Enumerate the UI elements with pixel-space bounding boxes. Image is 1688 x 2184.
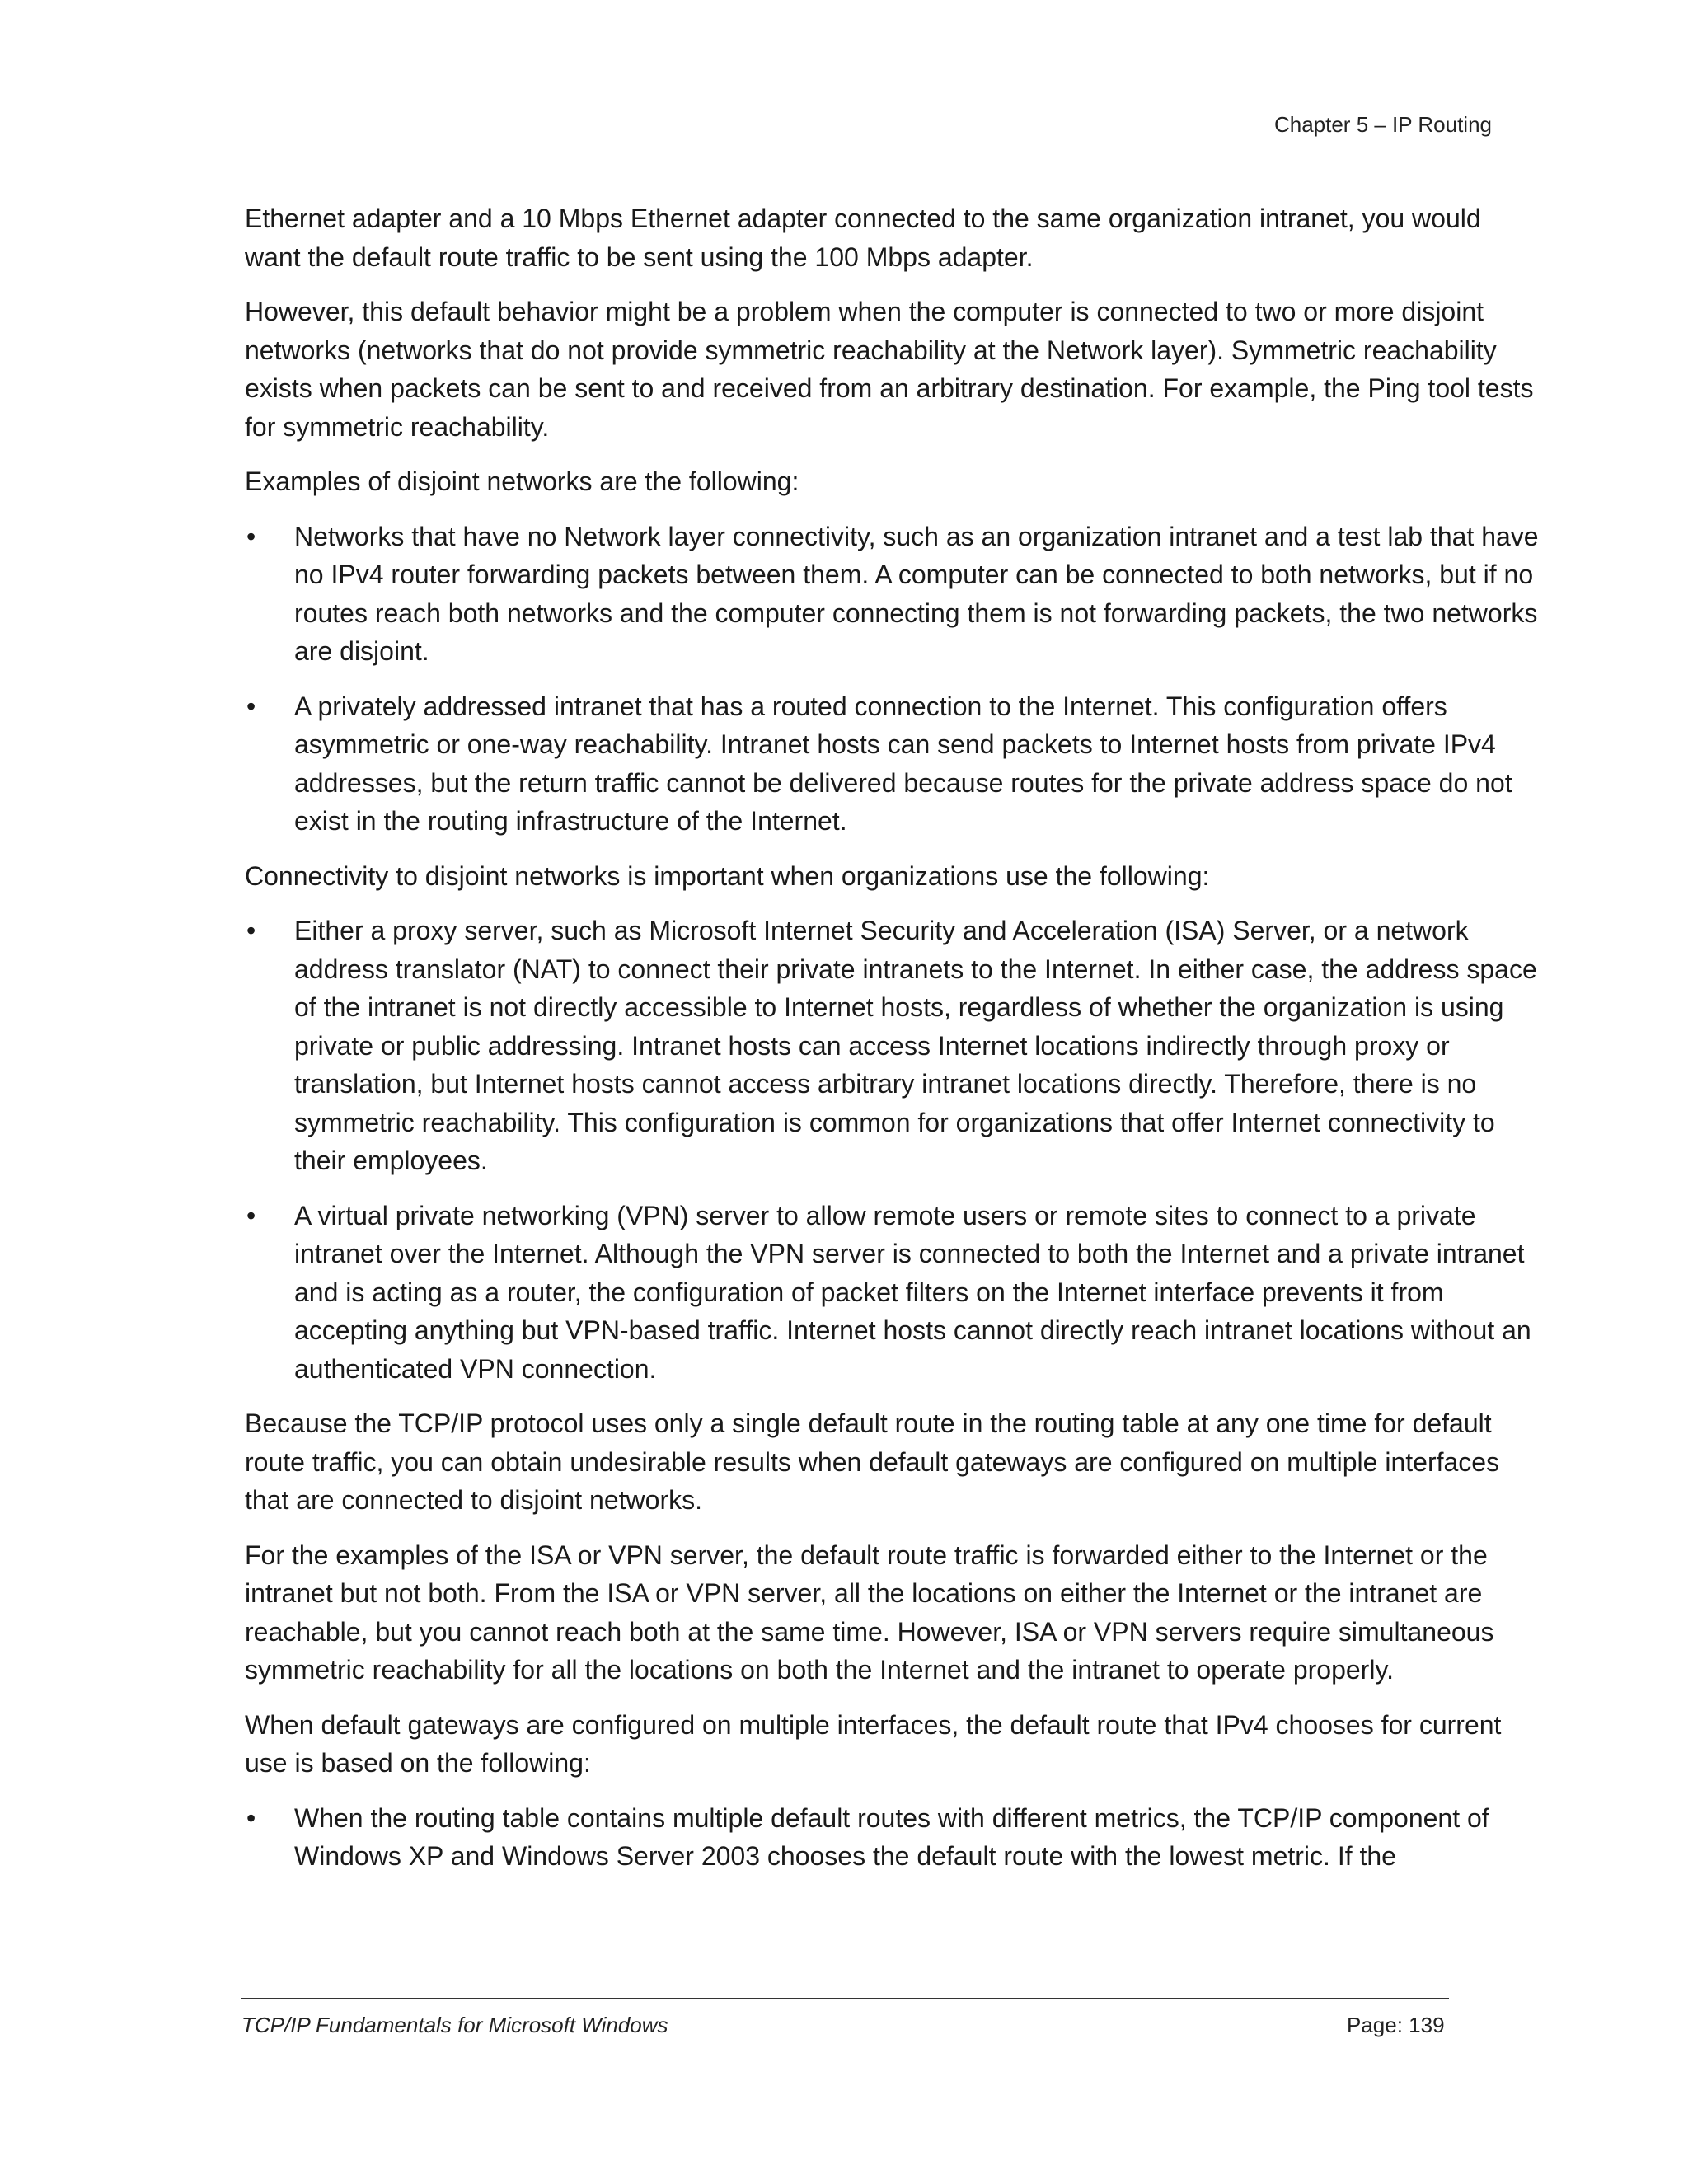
list-item <box>245 1197 1539 1389</box>
bullet-icon: • <box>246 1802 256 1833</box>
paragraph: Ethernet adapter and a 10 Mbps Ethernet adapter connected to the same organization intranet, you would want the default route traffic to be sent using the 100 Mbps adapter. <box>245 204 1481 272</box>
list-item-text: Networks that have no Network layer connectivity, such as an organization intranet and a test lab that have no IPv4 router forwarding packets between them. A computer can be connected to both networks, but if no routes reach both networks and the computer connecting them is not forwarding packets, the two networks are disjoint. <box>294 521 1539 666</box>
list-item <box>245 518 1539 671</box>
list-item-text: A virtual private networking (VPN) server to allow remote users or remote sites to connect to a private intranet over the Internet. Although the VPN server is connected to both the Internet and a private intranet and is acting as a router, the configuration of packet filters on the Internet interface prevents it from accepting anything but VPN-based traffic. Internet hosts cannot directly reach intranet locations without an authenticated VPN connection. <box>294 1200 1531 1384</box>
bullet-icon: • <box>246 916 256 945</box>
page-body <box>245 199 1539 1892</box>
footer-page-number: Page: 139 <box>1347 2013 1445 2037</box>
list-item <box>245 912 1539 1180</box>
bullet-list-default-route-choice <box>245 1799 1539 1876</box>
footer-book-title: TCP/IP Fundamentals for Microsoft Windows <box>241 2013 668 2037</box>
list-item <box>245 687 1539 841</box>
bullet-icon: • <box>246 691 256 721</box>
list-item-text: A privately addressed intranet that has a routed connection to the Internet. This configuration offers asymmetric or one-way reachability. Intranet hosts can send packets to Internet hosts from private IPv4 addresses, but the return traffic cannot be delivered because routes for the private address space do not exist in the routing infrastructure of the Internet. <box>294 691 1512 836</box>
paragraph: Connectivity to disjoint networks is important when organizations use the following: <box>245 860 1210 891</box>
paragraph: Because the TCP/IP protocol uses only a single default route in the routing table at any one time for default route traffic, you can obtain undesirable results when default gateways are configured on multiple interfaces that are connected to disjoint networks. <box>245 1408 1500 1515</box>
paragraph: Examples of disjoint networks are the following: <box>245 466 799 496</box>
bullet-list-disjoint-examples <box>245 518 1539 841</box>
bullet-icon: • <box>246 521 256 551</box>
paragraph: When default gateways are configured on multiple interfaces, the default route that IPv4 chooses for current use is based on the following: <box>245 1709 1502 1778</box>
footer-divider <box>241 1998 1449 1999</box>
bullet-icon: • <box>246 1200 256 1230</box>
list-item-text: When the routing table contains multiple default routes with different metrics, the TCP/IP component of Windows XP and Windows Server 2003 chooses the default route with the lowest metric. If the <box>294 1802 1489 1871</box>
running-header: Chapter 5 – IP Routing <box>1273 112 1492 137</box>
paragraph: However, this default behavior might be a problem when the computer is connected to two or more disjoint networks (networks that do not provide symmetric reachability at the Network layer). Symmetric reachability exists when packets can be sent to and received from an arbitrary destination. For example, the Ping tool tests for symmetric reachability. <box>245 297 1534 442</box>
bullet-list-organization-uses <box>245 912 1539 1388</box>
paragraph: For the examples of the ISA or VPN server, the default route traffic is forwarded either to the Internet or the intranet but not both. From the ISA or VPN server, all the locations on either the Internet or the intranet are reachable, but you cannot reach both at the same time. However, ISA or VPN servers require simultaneous symmetric reachability for all the locations on both the Internet and the intranet to operate properly. <box>245 1540 1494 1685</box>
list-item-text: Either a proxy server, such as Microsoft Internet Security and Acceleration (ISA) Server, or a network address translator (NAT) to connect their private intranets to the Internet. In either case, the address space of the intranet is not directly accessible to Internet hosts, regardless of whether the organization is using private or public addressing. Intranet hosts can access Internet locations indirectly through proxy or translation, but Internet hosts cannot access arbitrary intranet locations directly. Therefore, there is no symmetric reachability. This configuration is common for organizations that offer Internet connectivity to their employees. <box>294 916 1537 1175</box>
list-item <box>245 1799 1539 1876</box>
